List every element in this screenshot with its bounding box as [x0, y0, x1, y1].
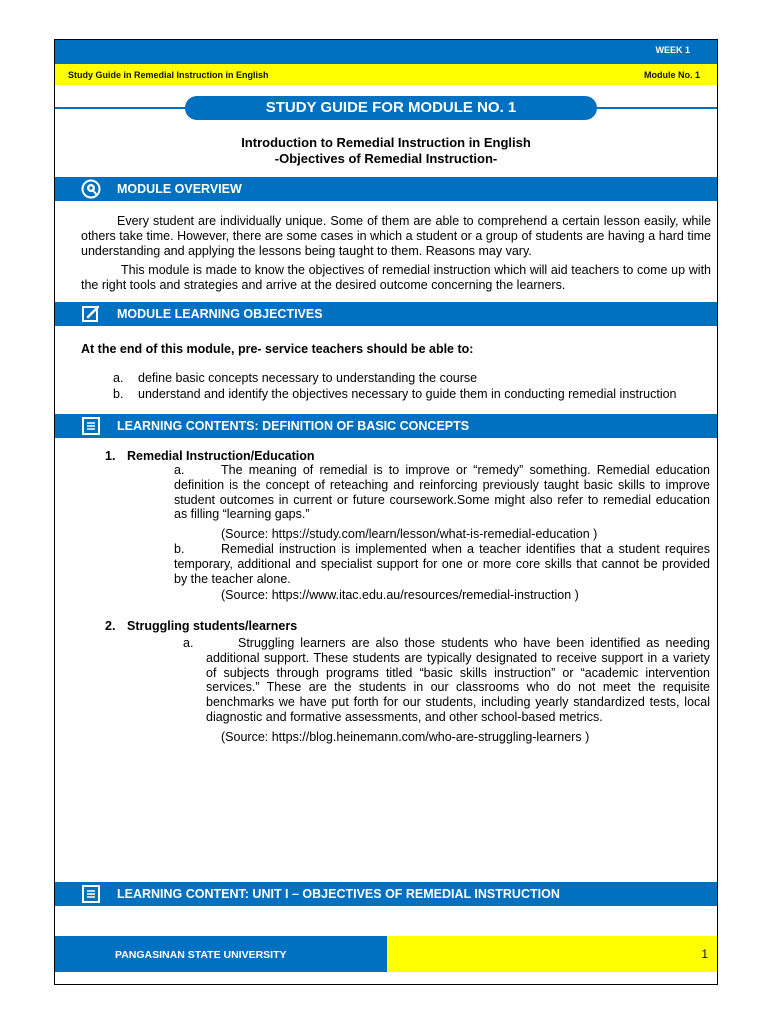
- week-label: WEEK 1: [655, 45, 690, 55]
- concept-2a-text: Struggling learners are also those students who have been identified as needing additional support. These students are typically designated to receive support in a variety of subjects through programs titled “basic skills instruction” or “academic intervention services.” These are the students in our classrooms who do not meet the requisite benchmarks we have put forth for our students, including yearly standardized tests, local diagnostic and formative assessments, and other school-based metrics.: [206, 636, 710, 724]
- objectives-lead: At the end of this module, pre- service teachers should be able to:: [81, 342, 474, 356]
- concept-1b-source: (Source: https://www.itac.edu.au/resources/remedial-instruction ): [221, 588, 579, 602]
- intro-title: Introduction to Remedial Instruction in English: [241, 135, 531, 150]
- module-intro: [55, 135, 717, 167]
- course-bar: [55, 64, 717, 85]
- footer-university-bar: [55, 936, 387, 972]
- intro-subtitle: -Objectives of Remedial Instruction-: [274, 151, 498, 166]
- unit-heading: LEARNING CONTENT: UNIT I – OBJECTIVES OF REMEDIAL INSTRUCTION: [117, 887, 560, 901]
- university-name: PANGASINAN STATE UNIVERSITY: [115, 949, 287, 961]
- concept-2-number: 2.: [105, 619, 116, 633]
- overview-heading: MODULE OVERVIEW: [117, 182, 242, 196]
- concept-2a-marker: a.: [183, 636, 194, 650]
- study-guide-page: [54, 39, 718, 985]
- overview-paragraph-1: Every student are individually unique. Some of them are able to comprehend a certain lesson easily, while others take time. However, there are some cases in which a student or a group of students are having a hard time understanding and applying the lessons being taught to them. Reasons may vary.: [81, 214, 711, 258]
- concept-2-title: Struggling students/learners: [127, 619, 298, 633]
- objective-item-a: define basic concepts necessary to understanding the course: [138, 371, 478, 385]
- overview-paragraph-2: This module is made to know the objectives of remedial instruction which will aid teachers to come up with the right tools and strategies and arrive at the desired outcome concerning the learners.: [81, 263, 711, 292]
- contents-heading: LEARNING CONTENTS: DEFINITION OF BASIC CONCEPTS: [117, 419, 470, 433]
- week-bar: [55, 40, 717, 64]
- objective-item-b: understand and identify the objectives necessary to guide them in conducting remedial instruction: [138, 387, 677, 401]
- unit-header: [55, 882, 717, 906]
- concept-1-number: 1.: [105, 449, 116, 463]
- concept-1a-source: (Source: https://study.com/learn/lesson/what-is-remedial-education ): [221, 527, 598, 541]
- overview-header: [55, 177, 717, 201]
- concept-1b-text: Remedial instruction is implemented when a teacher identifies that a student requires temporary, additional and specialist support for one or more core skills that cannot be provided by the teacher alone.: [174, 542, 710, 586]
- concept-2a-source: (Source: https://blog.heinemann.com/who-are-struggling-learners ): [221, 730, 590, 744]
- document-icon: [81, 884, 101, 904]
- objectives-heading: MODULE LEARNING OBJECTIVES: [117, 307, 323, 321]
- search-icon: [81, 179, 101, 199]
- contents-header: [55, 414, 717, 438]
- concept-1-title: Remedial Instruction/Education: [127, 449, 315, 463]
- document-icon: [81, 416, 101, 436]
- page-title: STUDY GUIDE FOR MODULE NO. 1: [185, 96, 597, 120]
- concept-1a-text: The meaning of remedial is to improve or “remedy” something. Remedial education definition is the concept of reteaching and reinforcing previously taught basic skills to improve student outcomes in current or future coursework.Some might also refer to remedial education as filling “learning gaps.”: [174, 463, 710, 522]
- objective-marker-a: a.: [113, 371, 124, 385]
- footer-page-bar: [387, 936, 717, 972]
- concept-1a-marker: a.: [174, 463, 185, 477]
- page-number: 1: [701, 947, 708, 961]
- course-title: Study Guide in Remedial Instruction in English: [68, 70, 269, 80]
- pencil-icon: [81, 304, 101, 324]
- concept-1b-marker: b.: [174, 542, 185, 556]
- module-number: Module No. 1: [644, 70, 700, 80]
- objective-marker-b: b.: [113, 387, 124, 401]
- objectives-header: [55, 302, 717, 326]
